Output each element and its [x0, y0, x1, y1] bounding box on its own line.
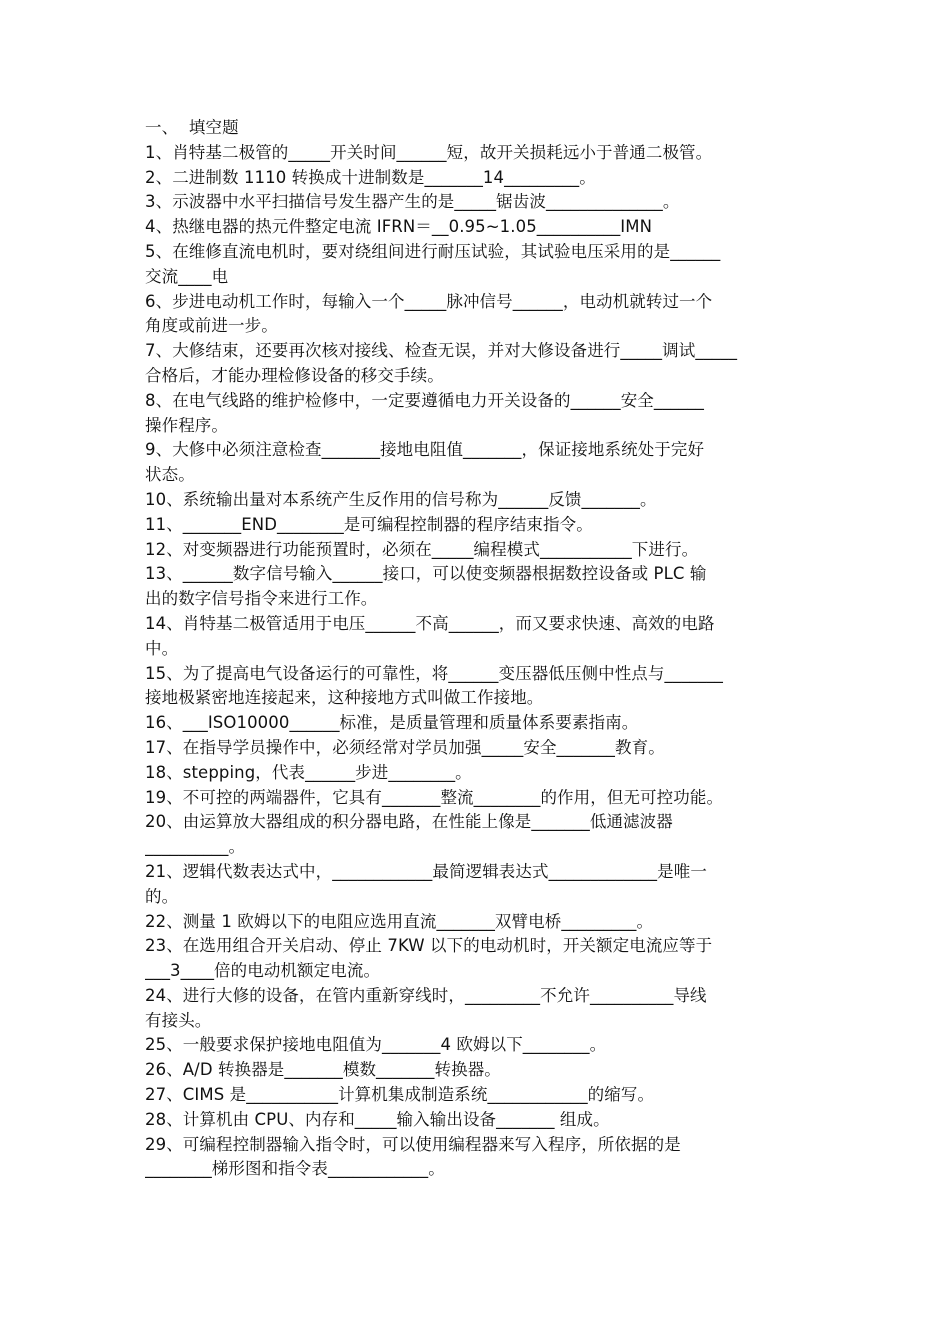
question-text-continued: 接地极紧密地连接起来，这种接地方式叫做工作接地。 — [145, 688, 544, 708]
question-item — [145, 711, 813, 736]
question-text-continued: 角度或前进一步。 — [145, 316, 278, 336]
question-item — [145, 612, 813, 662]
question-list — [145, 141, 813, 1182]
question-item — [145, 934, 813, 984]
question-text: 14、肖特基二极管适用于电压______不高______，而又要求快速、高效的电路 — [145, 613, 715, 633]
question-item — [145, 662, 813, 712]
question-item — [145, 1058, 813, 1083]
question-text: 28、计算机由 CPU、内存和_____输入输出设备_______ 组成。 — [145, 1109, 610, 1129]
question-item — [145, 910, 813, 935]
question-item — [145, 562, 813, 612]
question-item — [145, 166, 813, 191]
question-text: 27、CIMS 是___________计算机集成制造系统____________的缩写。 — [145, 1085, 655, 1105]
question-text: 18、stepping，代表______步进________。 — [145, 762, 472, 782]
question-text: 16、___ISO10000______标准，是质量管理和质量体系要素指南。 — [145, 713, 639, 733]
question-text: 15、为了提高电气设备运行的可靠性，将______变压器低压侧中性点与_______ — [145, 663, 723, 683]
question-text: 20、由运算放大器组成的积分器电路，在性能上像是_______低通滤波器 — [145, 812, 673, 832]
question-text: 19、不可控的两端器件，它具有_______整流________的作用，但无可控功能。 — [145, 787, 724, 807]
question-text: 3、示波器中水平扫描信号发生器产生的是_____锯齿波______________。 — [145, 192, 680, 212]
question-text: 1、肖特基二极管的_____开关时间______短，故开关损耗远小于普通二极管。 — [145, 142, 713, 162]
question-item — [145, 215, 813, 240]
question-item — [145, 736, 813, 761]
question-item — [145, 1083, 813, 1108]
question-item — [145, 860, 813, 910]
question-text: 29、可编程控制器输入指令时，可以使用编程器来写入程序，所依据的是 — [145, 1134, 681, 1154]
question-text-continued: ___3____倍的电动机额定电流。 — [145, 961, 381, 981]
question-item — [145, 538, 813, 563]
question-text: 10、系统输出量对本系统产生反作用的信号称为______反馈_______。 — [145, 489, 657, 509]
question-item — [145, 240, 813, 290]
question-item — [145, 786, 813, 811]
question-text-continued: 状态。 — [145, 465, 195, 485]
question-text: 26、A/D 转换器是_______模数_______转换器。 — [145, 1060, 501, 1080]
question-item — [145, 438, 813, 488]
question-text: 25、一般要求保护接地电阻值为_______4 欧姆以下________。 — [145, 1035, 607, 1055]
document-page — [145, 116, 813, 1182]
question-text: 24、进行大修的设备，在管内重新穿线时，_________不允许__________导线 — [145, 985, 707, 1005]
section-heading: 一、 填空题 — [145, 118, 239, 137]
question-text-continued: 的。 — [145, 886, 179, 906]
question-text: 8、在电气线路的维护检修中，一定要遵循电力开关设备的______安全______ — [145, 390, 704, 410]
question-text: 7、大修结束，还要再次核对接线、检查无误，并对大修设备进行_____调试_____ — [145, 341, 738, 361]
question-item — [145, 513, 813, 538]
question-text: 9、大修中必须注意检查_______接地电阻值_______，保证接地系统处于完好 — [145, 440, 705, 460]
question-item — [145, 389, 813, 439]
question-item — [145, 1108, 813, 1133]
question-text-continued: ________梯形图和指令表____________。 — [145, 1159, 445, 1179]
question-item — [145, 488, 813, 513]
question-item — [145, 1133, 813, 1183]
question-text-continued: 交流____电 — [145, 266, 229, 286]
question-text-continued: 合格后，才能办理检修设备的移交手续。 — [145, 365, 444, 385]
question-text-continued: 有接头。 — [145, 1010, 212, 1030]
question-text: 11、_______END________是可编程控制器的程序结束指令。 — [145, 514, 593, 534]
question-text: 2、二进制数 1110 转换成十进制数是_______14_________。 — [145, 167, 596, 187]
question-text: 23、在选用组合开关启动、停止 7KW 以下的电动机时，开关额定电流应等于 — [145, 936, 713, 956]
question-item — [145, 761, 813, 786]
question-text: 4、热继电器的热元件整定电流 IFRN＝__0.95~1.05__________IMN — [145, 217, 653, 237]
question-text: 17、在指导学员操作中，必须经常对学员加强_____安全_______教育。 — [145, 737, 665, 757]
question-item — [145, 290, 813, 340]
question-text-continued: 出的数字信号指令来进行工作。 — [145, 589, 378, 609]
question-text: 6、步进电动机工作时，每输入一个_____脉冲信号______，电动机就转过一个 — [145, 291, 713, 311]
question-text: 13、______数字信号输入______接口，可以使变频器根据数控设备或 PLC 输 — [145, 564, 707, 584]
question-item — [145, 984, 813, 1034]
question-text-continued: __________。 — [145, 837, 246, 857]
question-item — [145, 339, 813, 389]
question-item — [145, 141, 813, 166]
question-text: 22、测量 1 欧姆以下的电阻应选用直流_______双臂电桥_________。 — [145, 911, 654, 931]
question-item — [145, 810, 813, 860]
question-text: 12、对变频器进行功能预置时，必须在_____编程模式___________下进行。 — [145, 539, 699, 559]
question-text-continued: 操作程序。 — [145, 415, 228, 435]
question-item — [145, 190, 813, 215]
question-text-continued: 中。 — [145, 638, 179, 658]
question-text: 5、在维修直流电机时，要对绕组间进行耐压试验，其试验电压采用的是______ — [145, 241, 721, 261]
question-item — [145, 1033, 813, 1058]
question-text: 21、逻辑代数表达式中，____________最简逻辑表达式_____________是唯一 — [145, 861, 707, 881]
